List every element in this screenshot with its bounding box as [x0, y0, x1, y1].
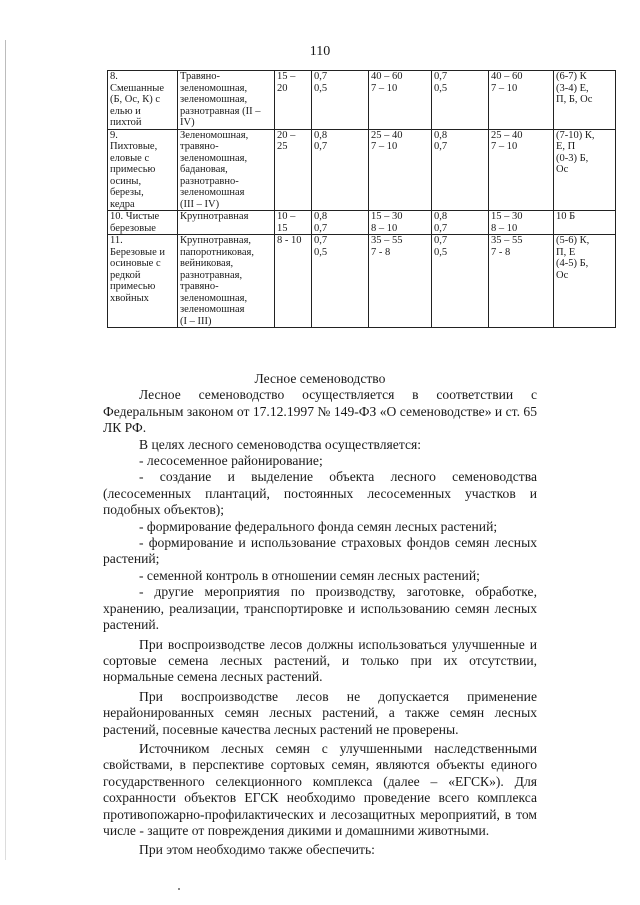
cell-line: 8 – 10	[491, 222, 518, 234]
cell-line: примесью	[110, 164, 156, 175]
table-cell-col3	[275, 211, 312, 235]
cell-line: 35 – 55	[371, 235, 403, 246]
cell-line: 7 – 10	[371, 141, 398, 152]
cell-line: 7 - 8	[371, 246, 391, 258]
cell-line: 0,7	[434, 71, 448, 82]
cell-line: 25	[277, 141, 288, 152]
cell-line: 8 – 10	[371, 222, 398, 234]
cell-line: (0-3) Б,	[556, 152, 589, 164]
cell-line: примесью	[110, 281, 156, 292]
table-cell-col3	[275, 129, 312, 211]
cell-line: 8.	[110, 71, 118, 82]
table-cell-col7	[489, 71, 554, 130]
cell-line: зеленомошная,	[180, 152, 248, 164]
cell-line: (7-10) К,	[556, 129, 595, 141]
cell-line: осины,	[110, 175, 142, 187]
cell-line: березовые	[110, 222, 156, 234]
list-item: - лесосеменное районирование;	[139, 453, 323, 469]
cell-line: 40 – 60	[371, 71, 403, 82]
table-cell-col6	[432, 129, 489, 211]
table-cell-col7	[489, 211, 554, 235]
table-cell-col6	[432, 71, 489, 130]
cell-line: 7 – 10	[491, 141, 518, 152]
table-cell-col4	[312, 211, 369, 235]
scan-dot	[178, 888, 180, 890]
cell-line: Е, П	[556, 141, 576, 152]
cell-line: 0,7	[314, 71, 328, 82]
table-cell-col6	[432, 235, 489, 328]
table-cell-col5	[369, 235, 432, 328]
list-item: - другие мероприятия по производству, заготовке, обработке, хранению, реализации, транспортировке и использованию семян лесных растений.	[103, 584, 537, 633]
table-cell-col1	[108, 235, 178, 328]
cell-line: 8 - 10	[277, 235, 302, 246]
cell-line: 0,8	[434, 211, 448, 222]
body-text	[103, 371, 537, 859]
cell-line: 10 Б	[556, 211, 576, 222]
cell-line: Пихтовые,	[110, 141, 158, 152]
cell-line: разнотравная,	[180, 269, 243, 281]
cell-line: 7 – 10	[371, 82, 398, 94]
cell-line: разнотравно-	[180, 175, 239, 187]
cell-line: (3-4) Е,	[556, 82, 589, 94]
table-cell-col8	[554, 71, 616, 130]
cell-line: 0,5	[434, 246, 448, 258]
cell-line: Крупнотравная,	[180, 235, 252, 246]
cell-line: Березовые и	[110, 246, 165, 258]
table-cell-col3	[275, 235, 312, 328]
table-cell-col1	[108, 129, 178, 211]
paragraph-ensure: При этом необходимо также обеспечить:	[139, 842, 375, 858]
table-cell-col6	[432, 211, 489, 235]
table-row	[108, 211, 616, 235]
cell-line: 0,7	[434, 235, 448, 246]
table-cell-col1	[108, 71, 178, 130]
cell-line: 35 – 55	[491, 235, 523, 246]
cell-line: зеленомошная,	[180, 292, 248, 304]
cell-line: зеленомошная	[180, 187, 245, 198]
paragraph-non-zoned-seeds: При воспроизводстве лесов не допускается применение нерайонированных семян лесных растений, а также семян лесных растений, посевные качества лесных растений не проверены.	[103, 688, 537, 737]
cell-line: пихтой	[110, 117, 142, 128]
table-row	[108, 235, 616, 328]
cell-line: (Б, Ос, К) с	[110, 94, 161, 105]
table-row	[108, 129, 616, 211]
cell-line: 0,7	[314, 222, 328, 234]
table-cell-col4	[312, 235, 369, 328]
cell-line: 20	[277, 82, 288, 94]
table-cell-col2	[178, 211, 275, 235]
table-cell-col8	[554, 235, 616, 328]
cell-line: 10 –	[277, 211, 296, 222]
cell-line: березы,	[110, 187, 144, 198]
cell-line: еловые с	[110, 152, 150, 164]
cell-line: 7 - 8	[491, 246, 511, 258]
cell-line: елью и	[110, 105, 141, 117]
paragraph-egsk: Источником лесных семян с улучшенными наследственными свойствами, в перспективе сортовых семян, являются объекты единого государственного селекционного комплекса (далее – «ЕГСК»). Для сохранности объектов ЕГСК необходимо проведение всего комплекса противопожарно-профилактических и лесозащитных мероприятий, в том числе - защите от повреждения дикими и домашними животными.	[103, 740, 537, 838]
cell-line: 0,5	[314, 82, 328, 94]
cell-line: Травяно-	[180, 71, 220, 82]
paragraph-purposes-intro: В целях лесного семеноводства осуществляется:	[139, 436, 422, 452]
list-item: - семенной контроль в отношении семян лесных растений;	[139, 567, 480, 583]
list-item: - формирование федерального фонда семян лесных растений;	[139, 518, 498, 534]
table-cell-col7	[489, 235, 554, 328]
cell-line: травяно-	[180, 141, 219, 152]
cell-line: 0,5	[434, 82, 448, 94]
cell-line: хвойных	[110, 292, 149, 304]
cell-line: папоротниковая,	[180, 246, 254, 258]
cell-line: Зеленомошная,	[180, 129, 249, 141]
table-cell-col5	[369, 211, 432, 235]
cell-line: 25 – 40	[491, 129, 523, 141]
cell-line: 10. Чистые	[110, 211, 160, 222]
cell-line: зеленомошная,	[180, 94, 248, 105]
cell-line: 40 – 60	[491, 71, 523, 82]
cell-line: П, Б, Ос	[556, 94, 593, 105]
cell-line: 0,5	[314, 246, 328, 258]
cell-line: П, Е	[556, 246, 576, 258]
cell-line: (III – IV)	[180, 198, 220, 210]
scan-edge-mark	[5, 40, 6, 860]
cell-line: Смешанные	[110, 82, 165, 94]
section-heading: Лесное семеноводство	[254, 371, 386, 386]
cell-line: 0,7	[314, 141, 328, 152]
cell-line: Ос	[556, 269, 569, 281]
cell-line: редкой	[110, 269, 141, 281]
cell-line: 0,8	[314, 211, 328, 222]
cell-line: 15 – 30	[371, 211, 403, 222]
cell-line: травяно-	[180, 281, 219, 292]
cell-line: (6-7) К	[556, 71, 587, 82]
cell-line: 0,7	[434, 222, 448, 234]
cell-line: Ос	[556, 164, 569, 175]
cell-line: 15 – 30	[491, 211, 523, 222]
table-cell-col2	[178, 129, 275, 211]
table-cell-col5	[369, 71, 432, 130]
cell-line: Крупнотравная	[180, 211, 249, 222]
paragraph-improved-seeds: При воспроизводстве лесов должны использоваться улучшенные и сортовые семена лесных растений, и только при их отсутствии, нормальные семена лесных растений.	[103, 636, 537, 685]
cell-line: вейниковая,	[180, 258, 234, 269]
cell-line: 15 –	[277, 71, 296, 82]
cell-line: (I – III)	[180, 315, 212, 327]
table-cell-col8	[554, 211, 616, 235]
forest-type-table	[107, 70, 616, 328]
table-cell-col8	[554, 129, 616, 211]
page-number: 110	[309, 44, 331, 59]
table-cell-col7	[489, 129, 554, 211]
paragraph-legal-basis: Лесное семеноводство осуществляется в соответствии с Федеральным законом от 17.12.1997 № 149-ФЗ «О семеноводстве» и ст. 65 ЛК РФ.	[103, 387, 537, 436]
cell-line: (4-5) Б,	[556, 258, 589, 269]
cell-line: 9.	[110, 129, 118, 141]
cell-line: IV)	[180, 117, 195, 128]
cell-line: 20 –	[277, 129, 296, 141]
table-cell-col3	[275, 71, 312, 130]
list-item: - формирование и использование страховых фондов семян лесных растений;	[103, 535, 537, 567]
cell-line: 7 – 10	[491, 82, 518, 94]
cell-line: разнотравная (II –	[180, 105, 261, 117]
cell-line: 0,7	[314, 235, 328, 246]
table-cell-col4	[312, 129, 369, 211]
cell-line: 0,8	[434, 129, 448, 141]
cell-line: 25 – 40	[371, 129, 403, 141]
cell-line: зеленомошная,	[180, 82, 248, 94]
table-cell-col2	[178, 235, 275, 328]
cell-line: 15	[277, 222, 288, 234]
cell-line: осиновые с	[110, 258, 161, 269]
cell-line: зеленомошная	[180, 304, 245, 315]
cell-line: 0,8	[314, 129, 328, 141]
table-cell-col5	[369, 129, 432, 211]
list-item: - создание и выделение объекта лесного семеноводства (лесосеменных плантаций, постоянных лесосеменных участков и подобных объектов);	[103, 469, 537, 518]
cell-line: (5-6) К,	[556, 235, 590, 246]
cell-line: бадановая,	[180, 164, 228, 175]
table-cell-col4	[312, 71, 369, 130]
table-row	[108, 71, 616, 130]
cell-line: 11.	[110, 235, 123, 246]
table-cell-col2	[178, 71, 275, 130]
cell-line: 0,7	[434, 141, 448, 152]
cell-line: кедра	[110, 198, 135, 210]
table-cell-col1	[108, 211, 178, 235]
